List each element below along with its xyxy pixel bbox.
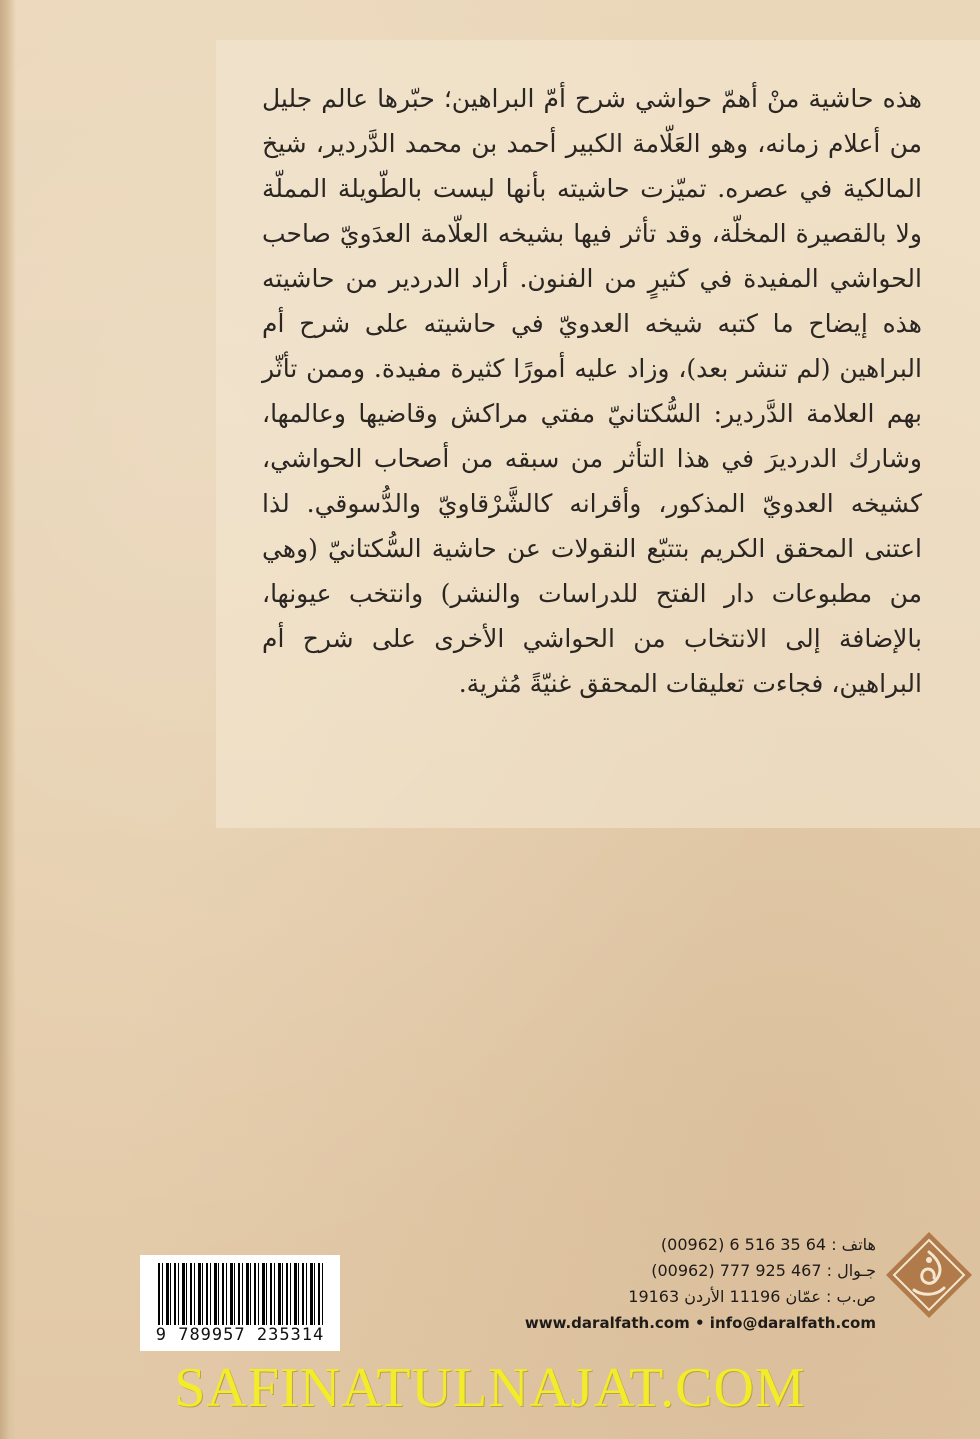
mobile-number: (00962) 777 925 467 [651, 1261, 822, 1280]
email-link[interactable]: info@daralfath.com [709, 1314, 876, 1332]
pobox-value: 19163 عمّان 11196 الأردن [628, 1287, 821, 1306]
site-watermark: SAFINATULNAJAT.COM [174, 1357, 806, 1419]
barcode-number: 9 789957 235314 [155, 1325, 325, 1345]
website-link[interactable]: www.daralfath.com [524, 1314, 690, 1332]
phone-label: هاتف : [831, 1235, 876, 1254]
barcode-bars [158, 1263, 326, 1325]
isbn-barcode [140, 1255, 340, 1351]
publisher-seal-icon [884, 1230, 974, 1320]
pobox-row [446, 1284, 876, 1310]
phone-row [446, 1232, 876, 1258]
back-cover-blurb [262, 76, 922, 706]
publisher-contact [446, 1232, 876, 1336]
blurb-paragraph: هذه حاشية منْ أهمّ حواشي شرح أمّ البراهين؛ حبّرها عالم جليل من أعلام زمانه، وهو العَلّامة الكبير أحمد بن محمد الدَّردير، شيخ المالكية في عصره. تميّزت حاشيته بأنها ليست بالطّويلة المملّة ولا بالقصيرة المخلّة، وقد تأثر فيها بشيخه العلّامة العدَويّ صاحب الحواشي المفيدة في كثيرٍ من الفنون. أراد الدردير من حاشيته هذه إيضاح ما كتبه شيخه العدويّ في حاشيته على شرح أم البراهين (لم تنشر بعد)، وزاد عليه أمورًا كثيرة مفيدة. وممن تأثّر بهم العلامة الدَّردير: السُّكتانيّ مفتي مراكش وقاضيها وعالمها، وشارك الدرديرَ في هذا التأثر من سبقه من أصحاب الحواشي، كشيخه العدويّ المذكور، وأقرانه كالشَّرْقاويّ والدُّسوقي. لذا اعتنى المحقق الكريم بتتبّع النقولات عن حاشية السُّكتانيّ (وهي من مطبوعات دار الفتح للدراسات والنشر) وانتخب عيونها، بالإضافة إلى الانتخاب من الحواشي الأخرى على شرح أم البراهين، فجاءت تعليقات المحقق غنيّةً مُثرية. [262, 84, 922, 698]
mobile-label: جـوال : [826, 1261, 876, 1280]
pobox-label: ص.ب : [826, 1287, 876, 1306]
separator-dot: • [694, 1314, 705, 1332]
mobile-row [446, 1258, 876, 1284]
book-spine-edge [0, 0, 16, 1439]
phone-number: (00962) 6 516 35 64 [660, 1235, 827, 1254]
web-row [446, 1310, 876, 1336]
